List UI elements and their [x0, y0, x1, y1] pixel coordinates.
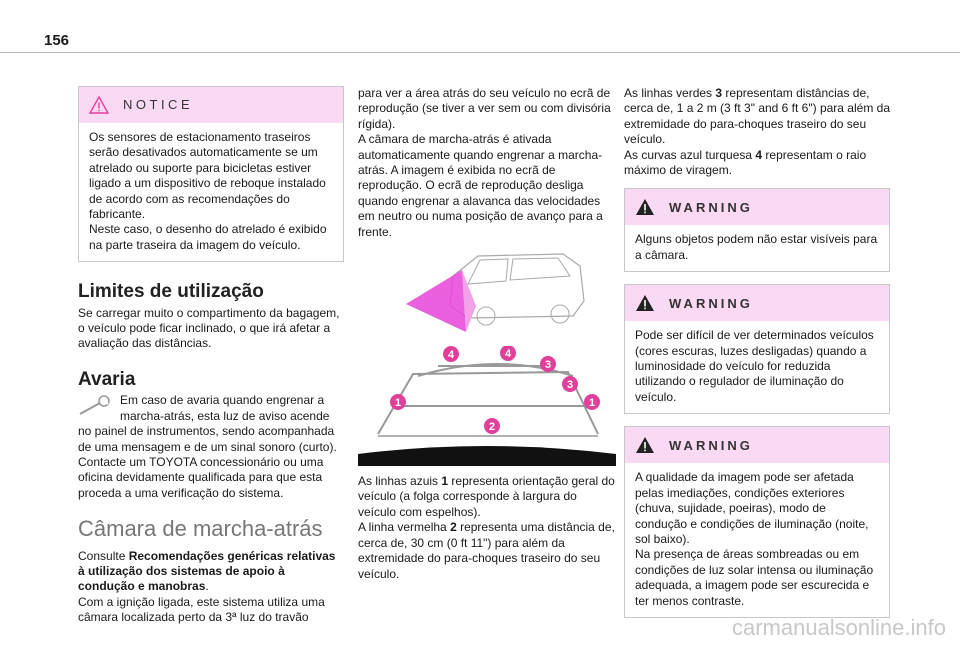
- turq-post: representam o raio máximo de viragem.: [624, 147, 867, 178]
- blue-lines-text: [358, 474, 616, 520]
- turq-num: 4: [755, 147, 763, 162]
- avaria-text-2: no painel de instrumentos, sendo acompanhada de uma mensagem e de um sinal sonoro (curto).: [78, 424, 337, 454]
- ativada-text: A câmara de marcha-atrás é ativada automaticamente quando engrenar a marcha-atrás. A imagem é exibida no ecrã de reprodução. O ecrã de reprodução desliga quando engrenar a alavanca das velocidades em neutro ou numa posição de avanço para a frente.: [358, 132, 603, 239]
- column-1: [78, 86, 342, 626]
- warning-header-3: [625, 427, 889, 463]
- column-2: [358, 86, 616, 582]
- blue-post: representa orientação geral do veículo (a folga corresponde à largura do veículo com espelhos).: [358, 474, 615, 519]
- avaria-text-1: Em caso de avaria quando engrenar a marcha-atrás, esta luz de aviso acende: [120, 393, 330, 423]
- camera-heading: Câmara de marcha-atrás: [78, 516, 323, 542]
- limits-text: Se carregar muito o compartimento da bagagem, o veículo pode ficar inclinado, o que irá afetar a avaliação das distâncias.: [78, 305, 340, 351]
- vehicle-camera-illustration: [358, 246, 616, 346]
- notice-box: [78, 86, 344, 262]
- callout-3a: 3: [544, 359, 552, 372]
- warning-header-1: [625, 189, 889, 225]
- warning-icon: [635, 436, 655, 454]
- avaria-text-3: Contacte um TOYOTA concessionário ou uma oficina devidamente qualificada para que esta proceda a uma verificação do sistema.: [78, 454, 324, 500]
- avaria-block: [78, 393, 342, 501]
- warning-title-2: WARNING: [669, 295, 753, 311]
- warning-icon: [635, 198, 655, 216]
- intro-text: para ver a área atrás do seu veículo no ecrã de reprodução (se tiver a ver sem ou com divisória rígida).: [358, 86, 611, 131]
- warning3-text-b: Na presença de áreas sombreadas ou em condições de luz solar intensa ou iluminação adequada, a imagem pode ser escurecida e ter menos contraste.: [635, 547, 874, 608]
- ignicao-text: Com a ignição ligada, este sistema utiliza uma câmara localizada perto da 3ª luz do travão: [78, 594, 325, 625]
- callout-2: 2: [488, 421, 496, 434]
- page-number: 156: [44, 32, 70, 49]
- limits-heading: Limites de utilização: [78, 281, 264, 303]
- warning-icon: [635, 294, 655, 312]
- callout-1a: 1: [394, 397, 402, 410]
- warning-title-3: WARNING: [669, 437, 753, 453]
- warning-box-1: [624, 188, 890, 272]
- red-pre: A linha vermelha: [358, 520, 451, 535]
- warning-title-1: WARNING: [669, 199, 753, 215]
- warning-triangle-icon: [89, 96, 109, 114]
- warning-body-1: Alguns objetos podem não estar visíveis para a câmara.: [635, 232, 878, 262]
- notice-text-2: Neste caso, o desenho do atrelado é exibido na parte traseira da imagem do veículo.: [89, 222, 327, 252]
- blue-num: 1: [441, 474, 449, 489]
- turq-pre: As curvas azul turquesa: [624, 147, 756, 162]
- consulte-text: [78, 549, 342, 595]
- camera-view-cone: [406, 270, 466, 332]
- callout-4a: 4: [447, 349, 455, 362]
- notice-body: [79, 123, 343, 261]
- green-lines-text: [624, 86, 890, 148]
- turquoise-curves-text: [624, 148, 890, 179]
- consulte-bold: Recomendações genéricas relativas à utilização dos sistemas de apoio à condução e manobras: [78, 548, 336, 594]
- consulte-pre: Consulte: [78, 548, 129, 563]
- warning3-text-a: A qualidade da imagem pode ser afetada pelas imediações, condições exteriores (chuva, sujidade, poeiras), modo de condução e condições de iluminação (noite, sol baixo).: [635, 470, 869, 546]
- red-post: representa uma distância de, cerca de, 30 cm (0 ft 11") para além da extremidade do para-choques traseiro do seu veículo.: [358, 520, 615, 581]
- notice-header: [79, 87, 343, 123]
- header-divider: [0, 52, 960, 53]
- consulte-post: .: [205, 579, 209, 594]
- warning-body-3: [625, 463, 889, 617]
- warning-box-2: [624, 284, 890, 414]
- column-3: [624, 86, 890, 618]
- callout-3b: 3: [566, 379, 574, 392]
- green-post: representam distâncias de, cerca de, 1 a 2 m (3 ft 3" and 6 ft 6") para além da extremidade do para-choques traseiro do seu veículo.: [624, 86, 890, 147]
- warning-box-3: [624, 426, 890, 618]
- warning-header-2: [625, 285, 889, 321]
- camera-display-diagram: [358, 346, 616, 466]
- blue-pre: As linhas azuis: [358, 474, 442, 489]
- notice-text: Os sensores de estacionamento traseiros serão desativados automaticamente se um atrelado ou suporte para bicicletas estiver ligado a um dispositivo de reboque instalado de acordo com as recomendações do fabricante.: [89, 130, 326, 222]
- warning-body-2: Pode ser difícil de ver determinados veículos (cores escuras, luzes desligadas) quando a luminosidade do veículo for reduzida utilizando o regulador de iluminação do veículo.: [635, 328, 874, 404]
- red-line-text: [358, 520, 616, 582]
- green-num: 3: [715, 86, 723, 100]
- notice-title: NOTICE: [123, 97, 194, 113]
- avaria-heading: Avaria: [78, 368, 136, 390]
- callout-1b: 1: [588, 397, 596, 410]
- red-num: 2: [450, 520, 457, 535]
- callout-4b: 4: [504, 348, 512, 361]
- wrench-warning-icon: [78, 395, 114, 417]
- green-pre: As linhas verdes: [624, 86, 716, 100]
- watermark: carmanualsonline.info: [731, 615, 946, 640]
